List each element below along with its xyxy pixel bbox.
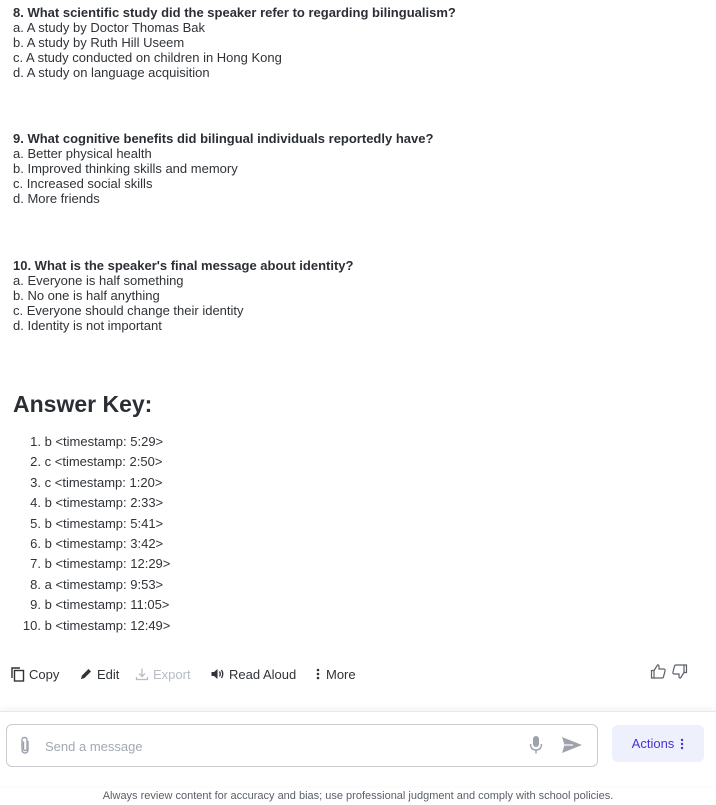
item-number: 4. xyxy=(30,495,41,511)
copy-button[interactable] xyxy=(11,663,59,685)
more-vertical-icon xyxy=(680,738,684,750)
item-text: c <timestamp: 1:20> xyxy=(44,474,163,490)
item-number: 3. xyxy=(30,474,41,490)
actions-label: Actions xyxy=(631,736,675,751)
copy-label: Copy xyxy=(29,666,60,682)
item-text: c <timestamp: 2:50> xyxy=(44,454,163,470)
list-item xyxy=(13,432,170,452)
option: d. More friends xyxy=(13,191,100,206)
list-item xyxy=(13,595,170,615)
thumbs-up-icon xyxy=(650,663,667,680)
list-item xyxy=(13,493,170,513)
thumbs-down-icon xyxy=(671,663,688,680)
option: c. Everyone should change their identity xyxy=(13,303,244,318)
option: d. A study on language acquisition xyxy=(13,65,210,80)
more-label: More xyxy=(326,666,356,682)
actions-button[interactable] xyxy=(612,725,704,762)
edit-button[interactable] xyxy=(79,663,119,685)
list-item xyxy=(13,554,170,574)
read-aloud-label: Read Aloud xyxy=(229,666,297,682)
answer-key-heading: Answer Key: xyxy=(13,391,153,417)
pencil-icon xyxy=(79,667,93,681)
item-text: b <timestamp: 5:41> xyxy=(44,515,164,531)
option: b. Improved thinking skills and memory xyxy=(13,161,238,176)
message-input[interactable] xyxy=(43,735,507,757)
more-vertical-icon xyxy=(314,667,322,681)
item-number: 1. xyxy=(30,434,41,449)
question-title: 8. What scientific study did the speaker refer to regarding bilingualism? xyxy=(13,5,456,20)
option: a. A study by Doctor Thomas Bak xyxy=(13,20,205,35)
option: b. A study by Ruth Hill Useem xyxy=(13,35,185,50)
item-number: 9. xyxy=(30,597,41,613)
item-number: 10. xyxy=(22,617,41,633)
item-number: 8. xyxy=(30,576,41,592)
speaker-icon xyxy=(210,667,225,681)
list-item xyxy=(13,575,170,595)
question-10 xyxy=(13,258,353,333)
list-item xyxy=(13,534,170,554)
disclaimer-text: Always review content for accuracy and bias; use professional judgment and comply with school policies. xyxy=(102,790,614,802)
item-text: b <timestamp: 11:05> xyxy=(44,597,170,613)
question-9 xyxy=(13,131,433,206)
item-text: b <timestamp: 3:42> xyxy=(44,535,164,551)
more-button[interactable] xyxy=(314,663,356,685)
question-title: 9. What cognitive benefits did bilingual individuals reportedly have? xyxy=(13,131,434,146)
item-number: 2. xyxy=(30,454,41,470)
response-toolbar xyxy=(11,663,701,685)
item-number: 7. xyxy=(30,556,41,572)
item-number: 6. xyxy=(30,535,41,551)
question-title: 10. What is the speaker's final message about identity? xyxy=(13,258,354,273)
option: b. No one is half anything xyxy=(13,288,160,303)
export-button[interactable] xyxy=(135,663,191,685)
option: a. Better physical health xyxy=(13,146,152,161)
send-icon[interactable] xyxy=(561,736,583,754)
export-label: Export xyxy=(153,666,191,682)
list-item xyxy=(13,616,170,636)
option: a. Everyone is half something xyxy=(13,273,184,288)
list-item xyxy=(13,514,170,534)
item-number: 5. xyxy=(30,515,41,531)
option: c. Increased social skills xyxy=(13,176,153,191)
item-text: b <timestamp: 5:29> xyxy=(44,434,164,449)
microphone-icon[interactable] xyxy=(529,735,543,755)
message-input-box xyxy=(6,724,598,767)
read-aloud-button[interactable] xyxy=(210,663,296,685)
message-composer xyxy=(0,711,716,786)
answer-key-list xyxy=(13,432,170,636)
copy-icon xyxy=(11,667,25,682)
list-item xyxy=(13,452,170,472)
option: d. Identity is not important xyxy=(13,318,162,333)
item-text: b <timestamp: 2:33> xyxy=(44,495,164,511)
paperclip-icon[interactable] xyxy=(18,736,32,755)
list-item xyxy=(13,473,170,493)
item-text: a <timestamp: 9:53> xyxy=(44,576,164,592)
thumbs-up-button[interactable] xyxy=(650,663,667,680)
thumbs-down-button[interactable] xyxy=(671,663,688,680)
download-icon xyxy=(135,667,149,681)
item-text: b <timestamp: 12:29> xyxy=(44,556,171,572)
question-8 xyxy=(13,5,456,80)
edit-label: Edit xyxy=(97,666,120,682)
option: c. A study conducted on children in Hong Kong xyxy=(13,50,282,65)
item-text: b <timestamp: 12:49> xyxy=(44,617,171,633)
